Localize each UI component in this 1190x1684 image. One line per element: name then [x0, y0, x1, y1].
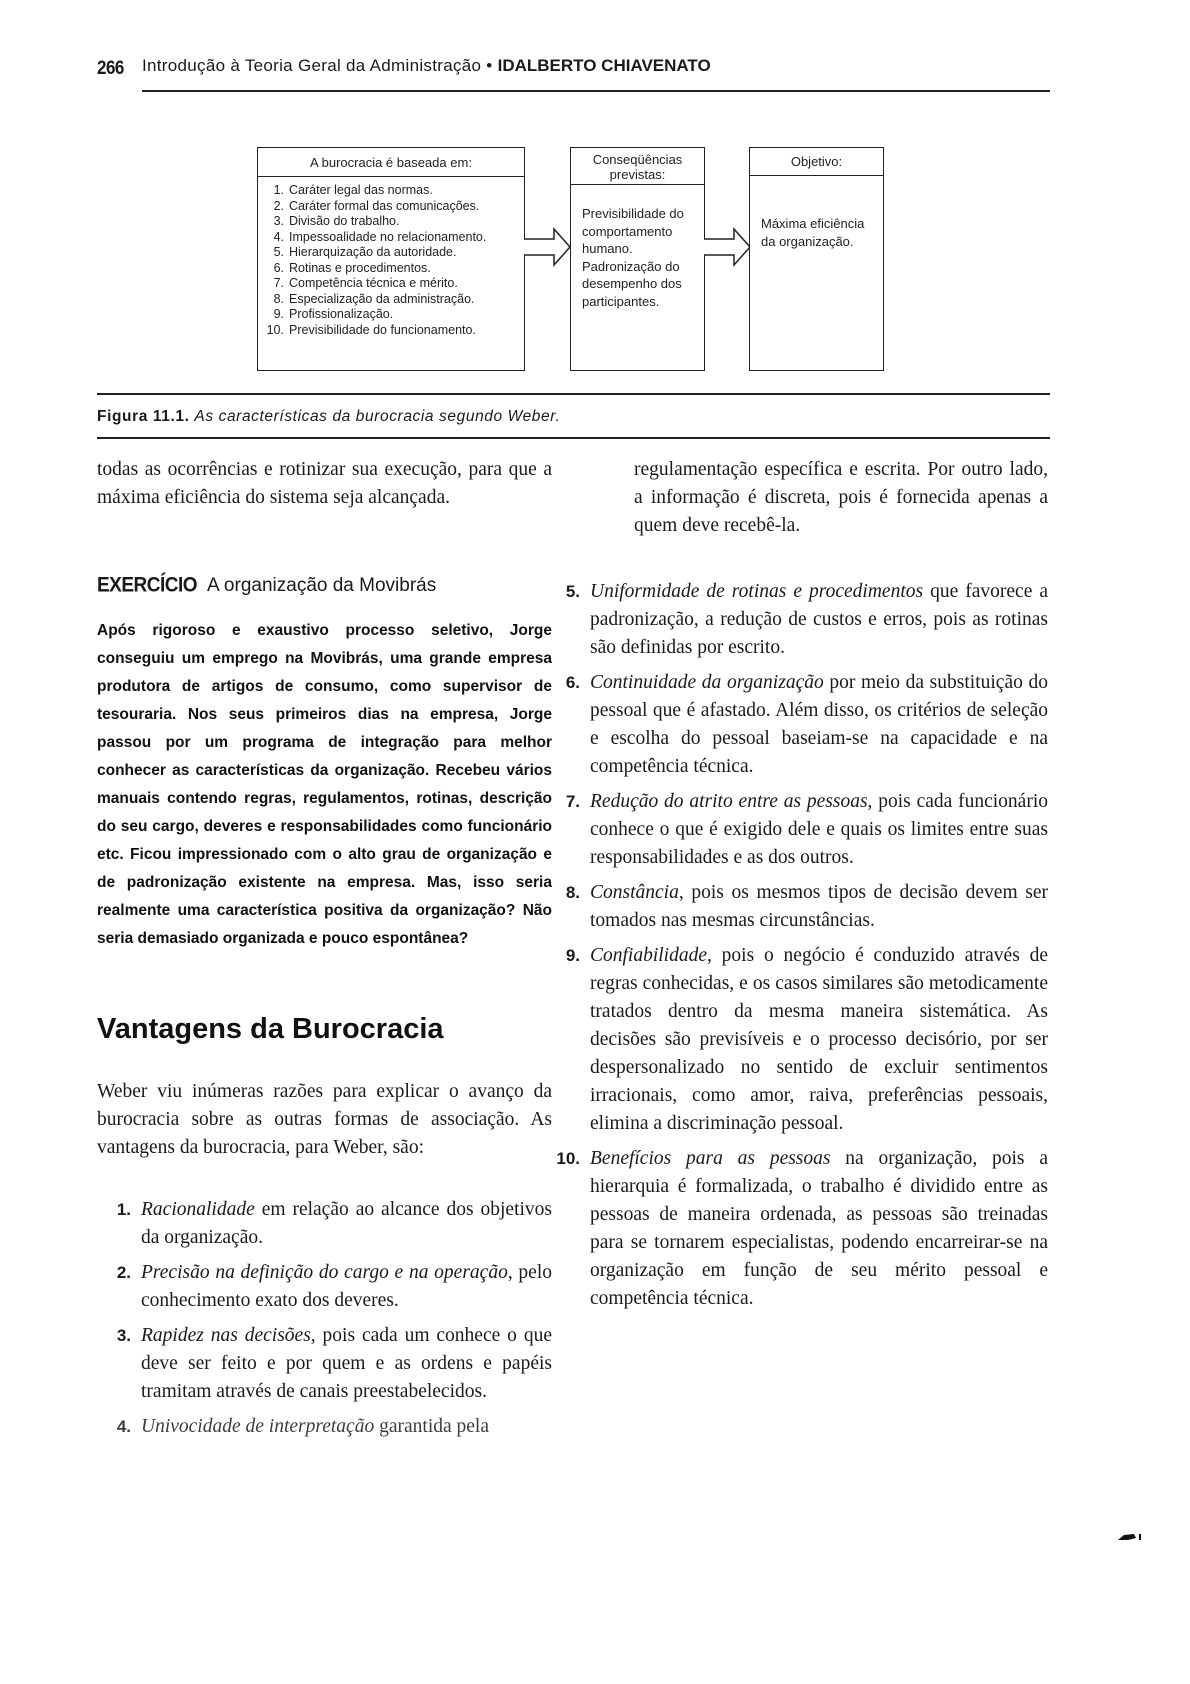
- advantage-term: Redução do atrito entre as pessoas: [590, 791, 868, 812]
- advantage-item: 3. Rapidez nas decisões, pois cada um conhece o que deve ser feito e por quem e as ordens e papéis tramitam através de canais preestabelecidos.: [116, 1325, 552, 1402]
- figure-rule-bottom: [97, 437, 1050, 439]
- consequences-box: [570, 147, 705, 371]
- bases-item: 2. Caráter formal das comunicações.: [273, 198, 480, 213]
- intro-paragraph: todas as ocorrências e rotinizar sua execução, para que a máxima eficiência do sistema seja alcançada.: [97, 459, 552, 508]
- advantage-term: Constância: [590, 882, 679, 903]
- advantage-term: Univocidade de interpretação: [141, 1416, 375, 1437]
- advantages-list-left: [97, 1196, 552, 1448]
- header-rule: [142, 90, 1050, 92]
- page-number: 266: [97, 56, 124, 79]
- advantage-term: Continuidade da organização: [590, 672, 824, 693]
- author-name: IDALBERTO CHIAVENATO: [497, 56, 711, 75]
- bases-box: [257, 147, 525, 371]
- objective-box: [749, 147, 884, 371]
- advantage-item: 5. Uniformidade de rotinas e procedimentos que favorece a padronização, a redução de custos e erros, pois as rotinas são definidas por escrito.: [565, 581, 1048, 658]
- book-title: Introdução à Teoria Geral da Administração: [142, 56, 482, 75]
- advantages-list-right: [556, 578, 1048, 1320]
- bases-item: 5. Hierarquização da autoridade.: [273, 245, 457, 259]
- advantage-term: Benefícios para as pessoas: [590, 1148, 831, 1169]
- section-title: Vantagens da Burocracia: [97, 1013, 444, 1045]
- advantage-term: Confiabilidade: [590, 945, 707, 966]
- objective-box-body: Máxima eficiência da organização.: [761, 216, 865, 249]
- right-arrow-icon: [704, 227, 752, 267]
- figure-rule-top: [97, 393, 1050, 395]
- advantage-item: 1. Racionalidade em relação ao alcance dos objetivos da organização.: [116, 1199, 552, 1248]
- consequences-box-title: Conseqüências previstas:: [571, 148, 704, 185]
- advantage-item: 7. Redução do atrito entre as pessoas, pois cada funcionário conhece o que é exigido dele e quais os limites entre suas responsabilidades e as dos outros.: [565, 791, 1048, 868]
- running-header: [142, 56, 711, 76]
- figure-label: Figura 11.1.: [97, 408, 190, 425]
- advantage-item: 6. Continuidade da organização por meio da substituição do pessoal que é afastado. Além disso, os critérios de seleção e escolha do pessoal baseiam-se na capacidade e na competência técnica.: [565, 672, 1048, 777]
- scan-mark-icon: [1118, 1532, 1144, 1542]
- bases-box-title: A burocracia é baseada em:: [258, 148, 524, 177]
- figure-caption: [97, 408, 560, 426]
- exercise-heading: [97, 575, 436, 597]
- figure-caption-text: As características da burocracia segundo Weber.: [194, 408, 561, 425]
- bases-item: 8. Especialização da administração.: [273, 291, 475, 306]
- bases-item: 6. Rotinas e procedimentos.: [273, 260, 431, 275]
- advantage-term: Rapidez nas decisões: [141, 1325, 311, 1346]
- advantage-item: 10. Benefícios para as pessoas na organização, pois a hierarquia é formalizada, o trabalho é dividido entre as pessoas de maneira ordenada, as pessoas são treinadas para se tornarem especialistas, podendo encarreirar-se na organização em função de seu mérito pessoal e competência técnica.: [556, 1148, 1048, 1309]
- right-arrow-icon: [524, 227, 572, 267]
- bases-item: 9. Profissionalização.: [273, 307, 394, 321]
- objective-box-title: Objetivo:: [750, 148, 883, 176]
- advantage-item: 2. Precisão na definição do cargo e na operação, pelo conhecimento exato dos deveres.: [116, 1262, 553, 1311]
- bases-item: 7. Competência técnica e mérito.: [273, 276, 458, 290]
- bases-list: [258, 177, 524, 338]
- exercise-title: A organização da Movibrás: [207, 575, 437, 596]
- advantage-item: 8. Constância, pois os mesmos tipos de decisão devem ser tomados nas mesmas circunstâncias.: [565, 882, 1048, 931]
- bases-item: 4. Impessoalidade no relacionamento.: [273, 229, 487, 244]
- bases-item: 10. Previsibilidade do funcionamento.: [266, 322, 476, 337]
- advantage-item: 9. Confiabilidade, pois o negócio é conduzido através de regras conhecidas, e os casos similares são metodicamente tratados dentro da mesma maneira sistemática. As decisões são previsíveis e o processo decisório, por ser despersonalizado no sentido de excluir sentimentos irracionais, como amor, raiva, preferências pessoais, elimina a discriminação pessoal.: [565, 945, 1048, 1134]
- advantage-term: Precisão na definição do cargo e na operação: [141, 1262, 508, 1283]
- header-separator: •: [486, 56, 493, 75]
- continuation-paragraph: regulamentação específica e escrita. Por outro lado, a informação é discreta, pois é fornecida apenas a quem deve recebê-la.: [634, 459, 1048, 536]
- advantage-term: Uniformidade de rotinas e procedimentos: [590, 581, 924, 602]
- bases-item: 3. Divisão do trabalho.: [273, 214, 400, 228]
- advantage-term: Racionalidade: [141, 1199, 255, 1220]
- exercise-label: EXERCÍCIO: [97, 573, 198, 597]
- exercise-body: Após rigoroso e exaustivo processo seletivo, Jorge conseguiu um emprego na Movibrás, uma grande empresa produtora de artigos de consumo, como supervisor de tesouraria. Nos seus primeiros dias na empresa, Jorge passou por um programa de integração para melhor conhecer as características da organização. Recebeu vários manuais contendo regras, regulamentos, rotinas, descrição do seu cargo, deveres e responsabilidades como funcionário etc. Ficou impressionado com o alto grau de organização e de padronização existente na empresa. Mas, isso seria realmente uma característica positiva da organização? Não seria demasiado organizada e pouco espontânea?: [97, 622, 552, 947]
- advantage-item: 4. Univocidade de interpretação garantida pela: [116, 1416, 489, 1437]
- consequences-box-body: Previsibilidade do comportamento humano. Padronização do desempenho dos participantes.: [582, 206, 684, 309]
- section-intro: Weber viu inúmeras razões para explicar o avanço da burocracia sobre as outras formas de associação. As vantagens da burocracia, para Weber, são:: [97, 1081, 552, 1158]
- bases-item: 1. Caráter legal das normas.: [273, 183, 433, 197]
